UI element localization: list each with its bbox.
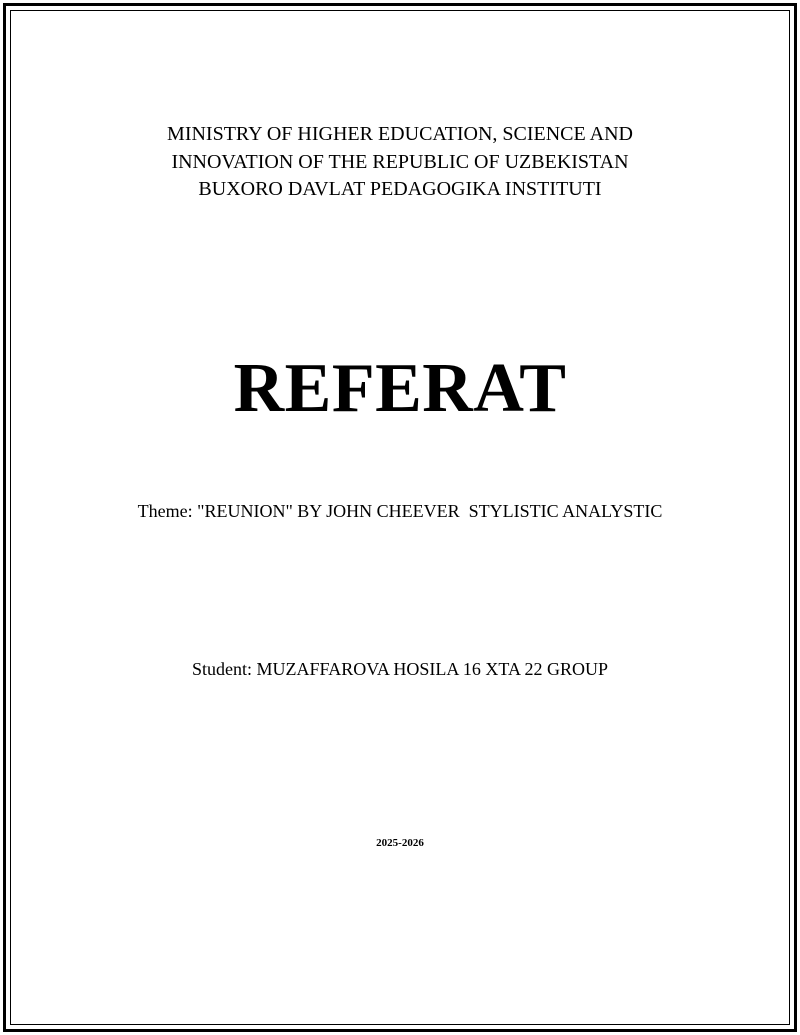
- academic-year: 2025-2026: [376, 837, 424, 849]
- document-title: REFERAT: [233, 350, 567, 427]
- institution-header: [0, 121, 800, 204]
- header-line-2: INNOVATION OF THE REPUBLIC OF UZBEKISTAN: [171, 150, 629, 173]
- header-line-1: MINISTRY OF HIGHER EDUCATION, SCIENCE AND: [167, 123, 633, 145]
- student-line: Student: MUZAFFAROVA HOSILA 16 XTA 22 GROUP: [192, 659, 608, 679]
- header-line-3: BUXORO DAVLAT PEDAGOGIKA INSTITUTI: [198, 178, 602, 200]
- theme-line: Theme: "REUNION" BY JOHN CHEEVER STYLISTIC ANALYSTIC: [137, 501, 663, 521]
